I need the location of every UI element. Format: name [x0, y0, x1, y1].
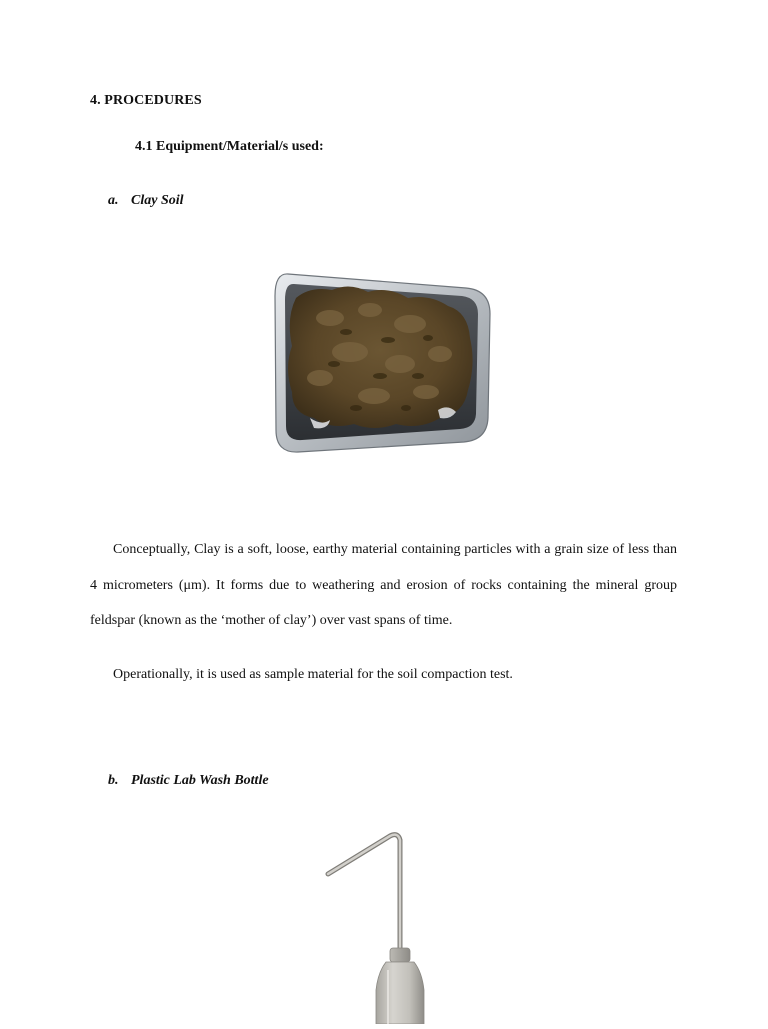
item-letter: b.	[108, 773, 119, 788]
clay-soil-tray-image	[270, 268, 494, 456]
subsection-heading: 4.1 Equipment/Material/s used:	[135, 139, 324, 154]
clay-definition-paragraph: Conceptually, Clay is a soft, loose, earthy material containing particles with a grain size of less than 4 micrometers (μm). It forms due to weathering and erosion of rocks containing the mineral group feldspar (known as the ‘mother of clay’) over vast spans of time.	[90, 542, 677, 628]
wash-bottle-image	[318, 830, 438, 1024]
item-title: Plastic Lab Wash Bottle	[131, 773, 269, 788]
item-heading-clay-soil	[108, 193, 184, 209]
section-heading: 4. PROCEDURES	[90, 93, 202, 108]
clay-usage-paragraph: Operationally, it is used as sample material for the soil compaction test.	[113, 667, 513, 682]
item-title: Clay Soil	[131, 193, 184, 208]
item-heading-wash-bottle	[108, 773, 269, 789]
item-letter: a.	[108, 193, 119, 208]
